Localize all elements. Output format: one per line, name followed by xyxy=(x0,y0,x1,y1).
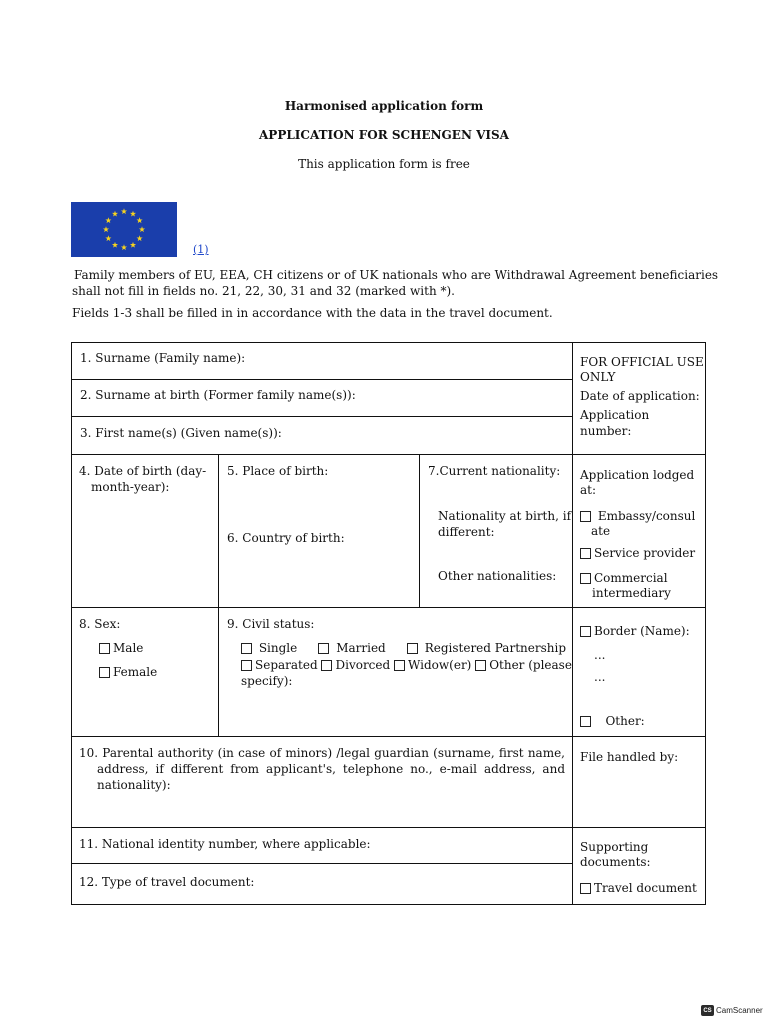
flag-star-icon xyxy=(121,244,127,250)
civil-status-row-2 xyxy=(241,657,572,673)
divorced-label: Divorced xyxy=(335,658,391,672)
single-option[interactable] xyxy=(241,640,297,656)
sex-female-option[interactable] xyxy=(99,664,157,680)
sex-male-option[interactable] xyxy=(99,640,143,656)
official-title: FOR OFFICIAL USE xyxy=(580,355,704,369)
camscanner-logo-icon: CS xyxy=(701,1005,714,1016)
separated-checkbox[interactable] xyxy=(241,660,252,671)
footnote-link[interactable]: (1) xyxy=(193,243,209,256)
male-label: Male xyxy=(113,641,144,655)
field-current-nationality[interactable]: 7.Current nationality: xyxy=(428,464,561,478)
widow-label: Widow(er) xyxy=(408,658,472,672)
flag-star-icon xyxy=(105,235,111,241)
official-application-number: Application xyxy=(580,408,650,422)
field-surname-at-birth[interactable]: 2. Surname at birth (Former family name(s)): xyxy=(80,388,356,402)
other-label: Other (please xyxy=(489,658,572,672)
field-national-id[interactable]: 11. National identity number, where applicable: xyxy=(79,837,371,851)
flag-star-icon xyxy=(112,211,118,217)
divorced-checkbox[interactable] xyxy=(321,660,332,671)
official-supporting-documents: Supporting xyxy=(580,840,649,854)
other-checkbox[interactable] xyxy=(475,660,486,671)
widow-checkbox[interactable] xyxy=(394,660,405,671)
flag-star-icon xyxy=(121,208,127,214)
male-checkbox[interactable] xyxy=(99,643,110,654)
field-nationality-at-birth-2: different: xyxy=(438,525,495,539)
free-note: This application form is free xyxy=(298,157,470,171)
travel-document-label: Travel document xyxy=(594,881,697,895)
field-nationality-at-birth[interactable]: Nationality at birth, if xyxy=(438,509,572,523)
field-civil-status-label: 9. Civil status: xyxy=(227,617,315,631)
official-supporting-documents-2: documents: xyxy=(580,855,651,869)
official-title-2: ONLY xyxy=(580,370,616,384)
civil-status-specify[interactable]: specify): xyxy=(241,674,293,688)
married-checkbox[interactable] xyxy=(318,643,329,654)
flag-star-icon xyxy=(112,242,118,248)
widow-option[interactable] xyxy=(394,658,471,672)
field-place-of-birth[interactable]: 5. Place of birth: xyxy=(227,464,329,478)
married-option[interactable] xyxy=(318,640,385,656)
flag-star-icon xyxy=(137,217,143,223)
application-form-table xyxy=(71,342,706,905)
border-label: Border (Name): xyxy=(594,624,690,638)
field-other-nationalities[interactable]: Other nationalities: xyxy=(438,569,557,583)
field-date-of-birth-label: 4. Date of birth (day- xyxy=(79,464,207,478)
flag-star-icon xyxy=(130,211,136,217)
official-other-label: Other: xyxy=(605,714,645,728)
registered-partnership-checkbox[interactable] xyxy=(407,643,418,654)
embassy-checkbox[interactable] xyxy=(580,511,591,522)
field-parental-authority-2: address, if different from applicant's, telephone no., e-mail address, and xyxy=(97,762,565,776)
female-checkbox[interactable] xyxy=(99,667,110,678)
separated-label: Separated xyxy=(255,658,318,672)
embassy-label: Embassy/consul xyxy=(597,509,696,523)
commercial-label: Commercial xyxy=(594,571,668,585)
single-label: Single xyxy=(258,641,298,655)
official-embassy-option[interactable] xyxy=(580,508,695,524)
form-subtitle: APPLICATION FOR SCHENGEN VISA xyxy=(259,128,509,142)
official-border-option[interactable] xyxy=(580,623,690,639)
field-first-name[interactable]: 3. First name(s) (Given name(s)): xyxy=(80,426,282,440)
married-label: Married xyxy=(336,641,386,655)
other-option[interactable] xyxy=(475,658,572,672)
note-line-2: shall not fill in fields no. 21, 22, 30, 31 and 32 (marked with *). xyxy=(72,284,455,298)
commercial-checkbox[interactable] xyxy=(580,573,591,584)
note-line-3: Fields 1-3 shall be filled in in accordance with the data in the travel document. xyxy=(72,306,553,320)
single-checkbox[interactable] xyxy=(241,643,252,654)
official-other-checkbox[interactable] xyxy=(580,716,591,727)
female-label: Female xyxy=(113,665,158,679)
flag-star-icon xyxy=(130,242,136,248)
camscanner-text: CamScanner xyxy=(716,1006,763,1015)
field-travel-document-type[interactable]: 12. Type of travel document: xyxy=(79,875,255,889)
civil-status-row-1 xyxy=(241,640,566,656)
flag-star-icon xyxy=(137,235,143,241)
field-parental-authority[interactable]: 10. Parental authority (in case of minors) /legal guardian (surname, first name, xyxy=(79,746,565,760)
official-lodged-at: Application lodged xyxy=(580,468,695,482)
official-travel-document-option[interactable] xyxy=(580,880,697,896)
note-line-1: Family members of EU, EEA, CH citizens or of UK nationals who are Withdrawal Agreement beneficiaries xyxy=(74,268,719,282)
flag-star-icon xyxy=(139,226,145,232)
official-service-provider-option[interactable] xyxy=(580,545,695,561)
camscanner-watermark xyxy=(701,1005,763,1016)
field-parental-authority-3: nationality): xyxy=(97,778,171,792)
official-other-option[interactable] xyxy=(580,713,645,729)
official-embassy-label-2: ate xyxy=(591,524,611,538)
official-commercial-label-2: intermediary xyxy=(592,586,671,600)
eu-flag-icon xyxy=(71,202,177,257)
official-date-of-application: Date of application: xyxy=(580,389,700,403)
travel-document-checkbox[interactable] xyxy=(580,883,591,894)
field-country-of-birth[interactable]: 6. Country of birth: xyxy=(227,531,345,545)
form-title: Harmonised application form xyxy=(284,99,484,113)
flag-star-icon xyxy=(103,226,109,232)
official-border-dots-2: ... xyxy=(594,670,606,684)
divorced-option[interactable] xyxy=(321,658,390,672)
official-border-dots-1: ... xyxy=(594,648,606,662)
field-surname[interactable]: 1. Surname (Family name): xyxy=(80,351,246,365)
official-file-handled-by: File handled by: xyxy=(580,750,679,764)
official-commercial-option[interactable] xyxy=(580,570,668,586)
field-sex-label: 8. Sex: xyxy=(79,617,121,631)
border-checkbox[interactable] xyxy=(580,626,591,637)
service-provider-checkbox[interactable] xyxy=(580,548,591,559)
registered-partnership-label: Registered Partnership xyxy=(424,641,566,655)
separated-option[interactable] xyxy=(241,658,318,672)
field-date-of-birth-label-2: month-year): xyxy=(91,480,170,494)
official-lodged-at-2: at: xyxy=(580,483,597,497)
service-provider-label: Service provider xyxy=(594,546,696,560)
official-application-number-2: number: xyxy=(580,424,632,438)
flag-star-icon xyxy=(105,217,111,223)
registered-partnership-option[interactable] xyxy=(407,640,566,656)
